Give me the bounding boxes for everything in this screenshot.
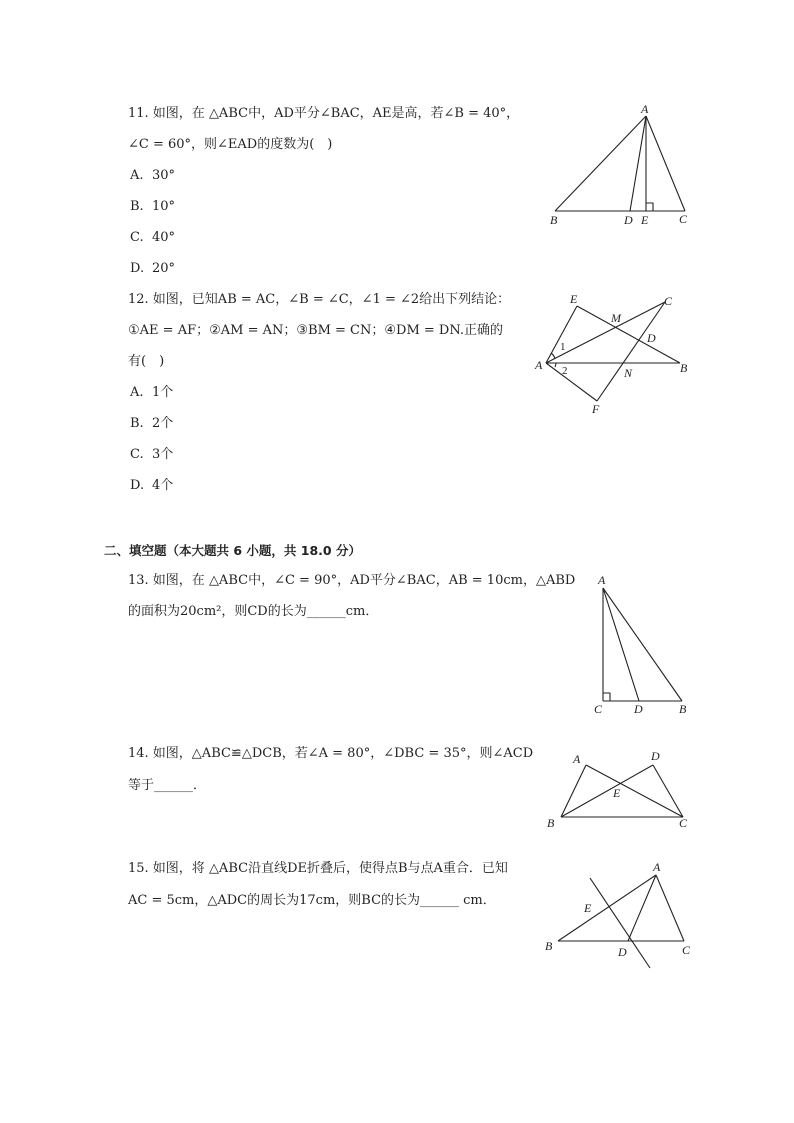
q11-label-d: D: [624, 213, 633, 227]
q14-side-ba: [561, 765, 586, 817]
q14-line2: 等于______．: [128, 778, 207, 793]
option-text: 1个: [152, 385, 174, 400]
q11-label-c: C: [679, 212, 688, 226]
q15-line1: 15. 如图，将 △ABC沿直线DE折叠后，使得点B与点A重合．已知: [128, 861, 508, 876]
q12-angle-2-arc: [555, 363, 556, 367]
q11-option-b: [130, 199, 175, 215]
q11-right-angle-mark: [646, 203, 653, 211]
q12-option-a: [130, 385, 173, 401]
q15-label-c: C: [682, 943, 691, 957]
q12-line3: 有( ): [128, 354, 165, 369]
q12-label-b: B: [680, 361, 688, 375]
option-key: D.: [130, 261, 145, 276]
q11-line1: 11. 如图，在 △ABC中，AD平分∠BAC，AE是高，若∠B = 40°，: [128, 106, 520, 121]
section-title-fill-in: 二、填空题（本大题共 6 小题，共 18.0 分）: [104, 543, 361, 558]
q15-label-b: B: [545, 939, 553, 953]
option-key: B.: [130, 199, 144, 214]
q15-label-d: D: [618, 945, 627, 959]
option-key: C.: [130, 447, 144, 462]
q14-side-bd: [561, 765, 653, 817]
q12-label-angle-1: 1: [560, 341, 566, 353]
q12-option-c: [130, 447, 173, 463]
q12-figure: [525, 288, 700, 418]
q14-figure: [540, 745, 700, 835]
q12-segment-af: [546, 363, 597, 401]
q13-line1: 13. 如图，在 △ABC中，∠C = 90°，AD平分∠BAC，AB = 10cm，△ABD: [128, 573, 576, 588]
q15-side-ac: [656, 875, 684, 941]
q15-line2: AC = 5cm，△ADC的周长为17cm，则BC的长为______ cm．: [128, 893, 496, 908]
q11-line2: ∠C = 60°，则∠EAD的度数为( ): [128, 137, 333, 152]
q13-label-c: C: [594, 702, 603, 716]
q12-line1: 12. 如图，已知AB = AC，∠B = ∠C，∠1 = ∠2给出下列结论：: [128, 292, 511, 307]
q11-label-a: A: [641, 102, 649, 116]
q14-label-b: B: [547, 816, 555, 830]
q15-label-e: E: [584, 901, 592, 915]
option-text: 4个: [152, 478, 174, 493]
option-text: 2个: [152, 416, 174, 431]
q13-side-ab: [603, 588, 682, 701]
q13-label-d: D: [634, 702, 643, 716]
q12-label-c: C: [664, 294, 673, 308]
option-key: A.: [130, 385, 144, 400]
q15-figure: [540, 855, 700, 975]
q13-line2: 的面积为20cm²，则CD的长为______cm．: [128, 604, 379, 619]
q15-label-a: A: [653, 860, 661, 874]
option-key: D.: [130, 478, 145, 493]
q12-option-b: [130, 416, 173, 432]
option-text: 20°: [152, 261, 176, 276]
q14-label-d: D: [651, 749, 660, 763]
q11-option-a: [130, 168, 175, 184]
q11-label-b: B: [550, 213, 558, 227]
q14-label-e: E: [613, 786, 621, 800]
option-text: 40°: [152, 230, 176, 245]
q12-label-angle-2: 2: [562, 365, 568, 377]
q11-option-d: [130, 261, 175, 277]
q12-label-n: N: [624, 366, 633, 380]
option-text: 3个: [152, 447, 174, 462]
q11-label-e: E: [641, 213, 649, 227]
q12-segment-cf: [597, 302, 665, 401]
q12-line2: ①AE = AF；②AM = AN；③BM = CN；④DM = DN.正确的: [128, 323, 504, 338]
q13-right-angle-mark: [603, 693, 610, 701]
q11-figure: [540, 98, 700, 233]
option-key: A.: [130, 168, 144, 183]
q12-label-d: D: [647, 331, 656, 345]
q12-label-e: E: [570, 292, 578, 306]
q14-label-a: A: [573, 752, 581, 766]
q12-label-m: M: [611, 311, 621, 325]
q14-label-c: C: [679, 816, 688, 830]
q11-side-ac: [646, 116, 685, 211]
q15-side-ba: [558, 875, 656, 941]
option-text: 30°: [152, 168, 176, 183]
q13-label-a: A: [598, 573, 606, 587]
q12-label-a: A: [535, 358, 543, 372]
q12-label-f: F: [592, 402, 600, 416]
option-key: B.: [130, 416, 144, 431]
q12-angle-1-arc: [551, 353, 555, 359]
q14-line1: 14. 如图，△ABC≌△DCB，若∠A = 80°，∠DBC = 35°，则∠ACD: [128, 746, 534, 761]
option-text: 10°: [152, 199, 176, 214]
q11-option-c: [130, 230, 175, 246]
q13-segment-ad: [603, 588, 639, 701]
option-key: C.: [130, 230, 144, 245]
q13-figure: [585, 570, 700, 720]
q13-label-b: B: [679, 702, 687, 716]
q12-option-d: [130, 478, 173, 494]
